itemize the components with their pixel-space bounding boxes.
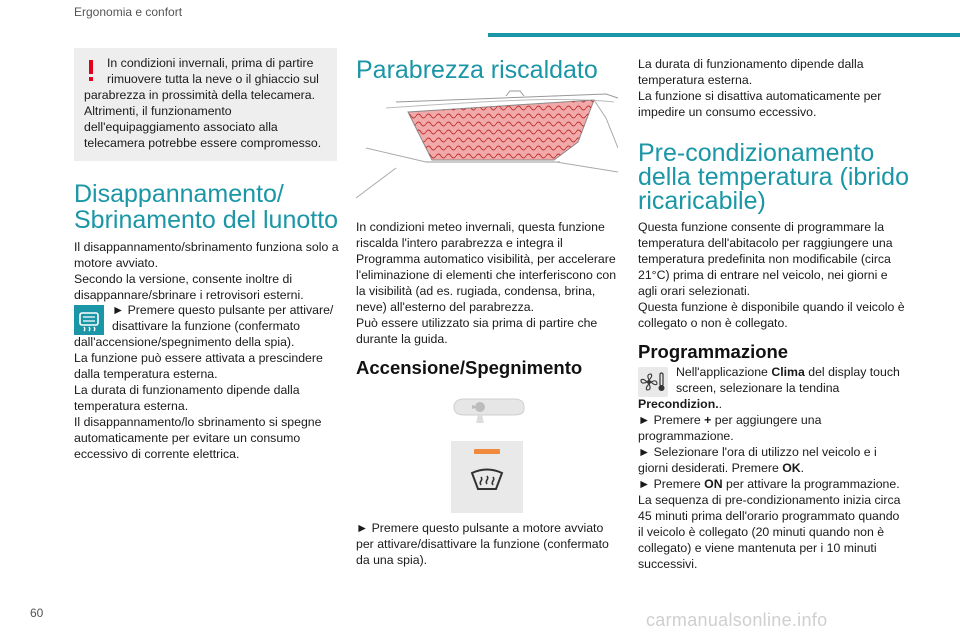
desc-line: agli orari selezionati. [638,284,751,298]
prog-rest-line: La sequenza di pre-condizionamento inizia circa [638,493,901,507]
prog-rest-line: il veicolo è collegato (20 minuti quando non è [638,525,885,539]
intro-line: temperatura esterna. [638,73,753,87]
intro-line: Secondo la versione, consente inoltre di [74,272,293,286]
intro-line: La durata di funzionamento dipende dalla [638,57,864,71]
body-line: Il disappannamento/lo sbrinamento si spegne [74,415,322,429]
body-line: temperatura esterna. [74,399,189,413]
prog-rest-line: 45 minuti prima dell'orario programmato quando [638,509,900,523]
body-line: dall'accensione/spegnimento della spia). [74,335,295,349]
desc-line: durante la guida. [356,332,448,346]
heading-line: Disappannamento/ [74,180,284,208]
header-accent-bar [488,33,960,37]
desc-line: In condizioni meteo invernali, questa funzione [356,220,605,234]
press-line: ► Premere questo pulsante a motore avviato [356,521,604,535]
heading-line: ricaricabile) [638,187,766,215]
desc-line: 21°C) prima di entrare nel veicolo, nei giorni e [638,268,888,282]
section-title: Ergonomia e confort [74,5,183,19]
desc-line: collegato o non è collegato. [638,316,788,330]
desc-line: Programma automatico visibilità, per accelerare [356,252,616,266]
intro-line: motore avviato. [74,256,159,270]
prog-rest-line: collegato) e viene mantenuta per i 10 minuti [638,541,877,555]
prog-line-2: screen, selezionare la tendina [676,381,840,395]
intro-line: Il disappannamento/sbrinamento funziona solo a [74,240,339,254]
warning-line: rimuovere tutta la neve o il ghiaccio sul [107,72,319,86]
prog-line-1: Nell'applicazione Clima del display touch [676,365,900,379]
warning-line: dell'equipaggiamento associato alla [84,120,278,134]
press-line: per attivare/disattivare la funzione (confermato [356,537,609,551]
windscreen-heat-button [451,441,523,513]
intro-line: impedire un consumo eccessivo. [638,105,817,119]
heading-line: Sbrinamento del lunotto [74,206,339,234]
button-instruction: disattivare la funzione (confermato [112,319,300,333]
warning-line: In condizioni invernali, prima di partire [107,56,314,70]
press-line: da una spia). [356,553,428,567]
desc-line: riscalda l'intero parabrezza e integra il [356,236,563,250]
desc-line: temperatura dell'abitacolo per raggiungere una [638,236,893,250]
warning-exclamation-icon [86,60,96,82]
desc-line: neve) all'esterno del parabrezza. [356,300,535,314]
heading-line: della temperatura (ibrido [638,163,909,191]
desc-line: l'eliminazione di elementi che interferiscono con [356,268,617,282]
windscreen-heat-button-icon [469,467,505,497]
button-instruction: ► Premere questo pulsante per attivare/ [112,303,334,317]
subheading: Accensione/Spegnimento [356,357,583,378]
heading: Parabrezza riscaldato [356,56,598,84]
warning-line: Altrimenti, il funzionamento [84,104,232,118]
prog-line-8: ► Premere ON per attivare la programmazione. [638,477,900,491]
warning-line: telecamera potrebbe essere compromesso. [84,136,322,150]
body-line: La durata di funzionamento dipende dalla [74,383,300,397]
heated-windscreen-illustration [356,88,618,200]
rear-defrost-icon [74,305,104,335]
body-line: dalla temperatura esterna. [74,367,218,381]
subheading: Programmazione [638,341,789,362]
watermark: carmanualsonline.info [646,610,828,630]
prog-line-6: ► Selezionare l'ora di utilizzo nel veicolo e i [638,445,877,459]
prog-rest-line: successivi. [638,557,698,571]
mirror-icon [450,395,528,429]
desc-line: Può essere utilizzato sia prima di partire che [356,316,598,330]
desc-line: Questa funzione consente di programmare la [638,220,885,234]
body-line: automaticamente per evitare un consumo [74,431,301,445]
warning-line: parabrezza in prossimità della telecamera. [84,88,316,102]
body-line: La funzione può essere attivata a prescindere [74,351,323,365]
desc-line: temperatura predefinita non modificabile (circa [638,252,891,266]
desc-line: la visibilità (ad es. rugiada, condensa, brina, [356,284,596,298]
prog-line-4: ► Premere + per aggiungere una [638,413,822,427]
intro-line: disappannare/sbrinare i retrovisori esterni. [74,288,304,302]
desc-line: Questa funzione è disponibile quando il veicolo è [638,300,905,314]
climate-app-icon [638,367,668,397]
prog-line-7: giorni desiderati. Premere OK. [638,461,805,475]
prog-line-5: programmazione. [638,429,734,443]
heading-line: Pre-condizionamento [638,139,875,167]
indicator-light [474,449,500,454]
prog-line-3: Precondizion.. [638,397,723,411]
body-line: eccessivo di corrente elettrica. [74,447,240,461]
intro-line: La funzione si disattiva automaticamente per [638,89,882,103]
page-number: 60 [30,606,44,620]
